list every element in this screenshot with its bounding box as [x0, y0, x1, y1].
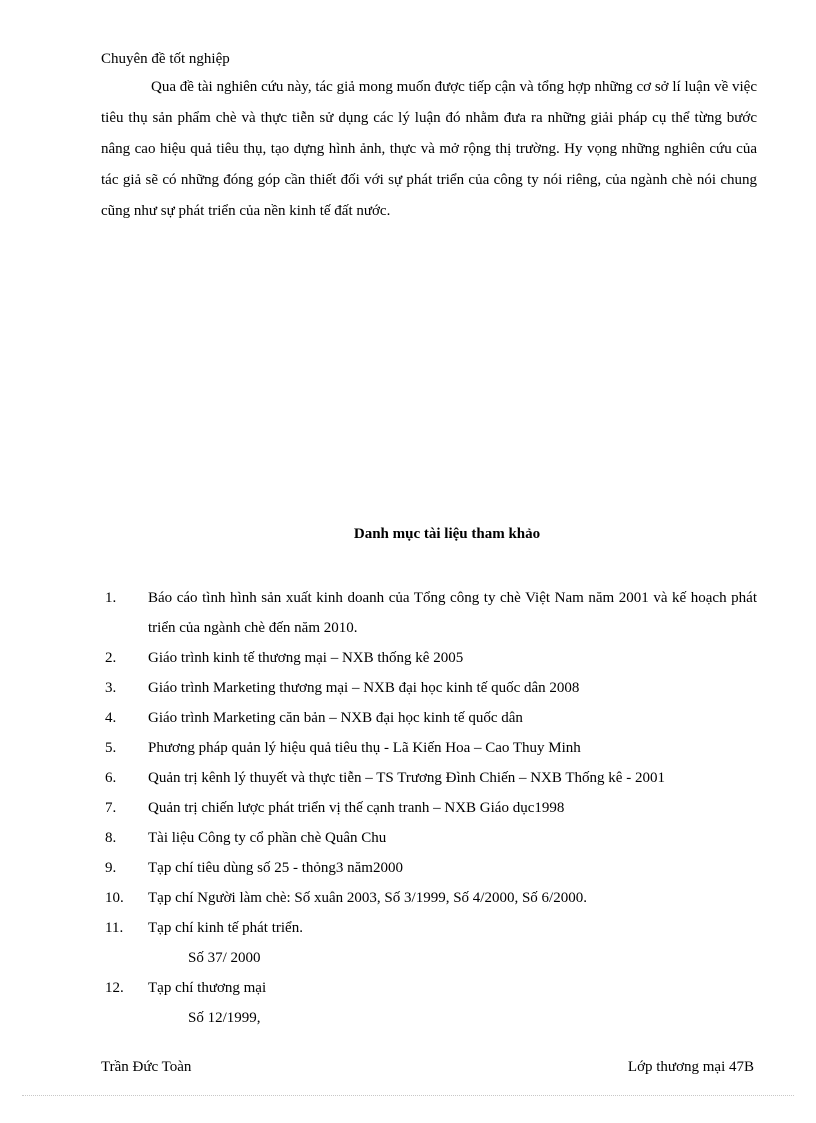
- reference-item: [101, 793, 757, 823]
- reference-number-text: 11.: [105, 920, 124, 936]
- reference-text: Giáo trình kinh tế thương mại – NXB thống kê 2005: [148, 650, 464, 666]
- reference-number: [101, 583, 147, 613]
- reference-item: [101, 703, 757, 733]
- reference-text: Phương pháp quản lý hiệu quả tiêu thụ - Lã Kiến Hoa – Cao Thuy Minh: [148, 740, 581, 756]
- reference-number: [101, 823, 147, 853]
- reference-item: [101, 973, 757, 1033]
- reference-text: Tạp chí Người làm chè: Số xuân 2003, Số 3/1999, Số 4/2000, Số 6/2000.: [148, 890, 587, 906]
- reference-number-text: 9.: [105, 860, 117, 876]
- reference-text: Quản trị chiến lược phát triển vị thế cạnh tranh – NXB Giáo dục1998: [148, 800, 565, 816]
- reference-text: Báo cáo tình hình sản xuất kinh doanh của Tổng công ty chè Việt Nam năm 2001 và kế hoạch phát triển của ngành chè đến năm 2010.: [148, 590, 757, 636]
- reference-item: [101, 583, 757, 643]
- reference-number: [101, 733, 147, 763]
- reference-list: [101, 583, 757, 1033]
- reference-text: Giáo trình Marketing căn bản – NXB đại học kinh tế quốc dân: [148, 710, 523, 726]
- reference-number: [101, 673, 147, 703]
- reference-number: [101, 913, 147, 943]
- reference-number: [101, 973, 147, 1003]
- reference-number-text: 5.: [105, 740, 117, 756]
- reference-item: [101, 823, 757, 853]
- intro-paragraph: Qua đề tài nghiên cứu này, tác giả mong muốn được tiếp cận và tổng hợp những cơ sở lí luận về việc tiêu thụ sản phẩm chè và thực tiễn sử dụng các lý luận đó nhằm đưa ra những giải pháp cụ thể từng bước nâng cao hiệu quả tiêu thụ, tạo dựng hình ảnh, thực và mở rộng thị trường. Hy vọng những nghiên cứu của tác giả sẽ có những đóng góp cần thiết đối với sự phát triển của công ty nói riêng, của ngành chè nói chung cũng như sự phát triển của nền kinh tế đất nước.: [101, 79, 757, 219]
- reference-item: [101, 643, 757, 673]
- reference-number: [101, 763, 147, 793]
- reference-subtext: Số 37/ 2000: [188, 950, 261, 966]
- reference-item: [101, 733, 757, 763]
- reference-text: Tạp chí kinh tế phát triển.: [148, 920, 303, 936]
- reference-number-text: 10.: [105, 890, 124, 906]
- reference-number: [101, 853, 147, 883]
- reference-item: [101, 913, 757, 973]
- reference-text: Tạp chí tiêu dùng số 25 - thỏng3 năm2000: [148, 860, 403, 876]
- reference-text: Quản trị kênh lý thuyết và thực tiễn – TS Trương Đình Chiến – NXB Thống kê - 2001: [148, 770, 665, 786]
- reference-number-text: 2.: [105, 650, 117, 666]
- reference-number: [101, 703, 147, 733]
- reference-number-text: 7.: [105, 800, 117, 816]
- reference-number-text: 1.: [105, 590, 117, 606]
- footer-class: Lớp thương mại 47B: [627, 1059, 754, 1075]
- reference-number-text: 6.: [105, 770, 117, 786]
- reference-item: [101, 763, 757, 793]
- reference-number: [101, 883, 147, 913]
- reference-number-text: 8.: [105, 830, 117, 846]
- reference-number-text: 12.: [105, 980, 124, 996]
- page-divider: [22, 1095, 794, 1096]
- reference-text: Tạp chí thương mại: [148, 980, 267, 996]
- reference-item: [101, 673, 757, 703]
- reference-number-text: 4.: [105, 710, 117, 726]
- reference-item: [101, 853, 757, 883]
- references-title: Danh mục tài liệu tham khảo: [353, 526, 541, 542]
- reference-subtext: Số 12/1999,: [188, 1010, 261, 1026]
- page-header: Chuyên đề tốt nghiệp: [101, 51, 230, 67]
- reference-text: Giáo trình Marketing thương mại – NXB đại học kinh tế quốc dân 2008: [148, 680, 580, 696]
- reference-item: [101, 883, 757, 913]
- footer-author: Trần Đức Toàn: [101, 1059, 192, 1075]
- reference-text: Tài liệu Công ty cổ phần chè Quân Chu: [148, 830, 387, 846]
- reference-number: [101, 643, 147, 673]
- reference-number-text: 3.: [105, 680, 117, 696]
- reference-number: [101, 793, 147, 823]
